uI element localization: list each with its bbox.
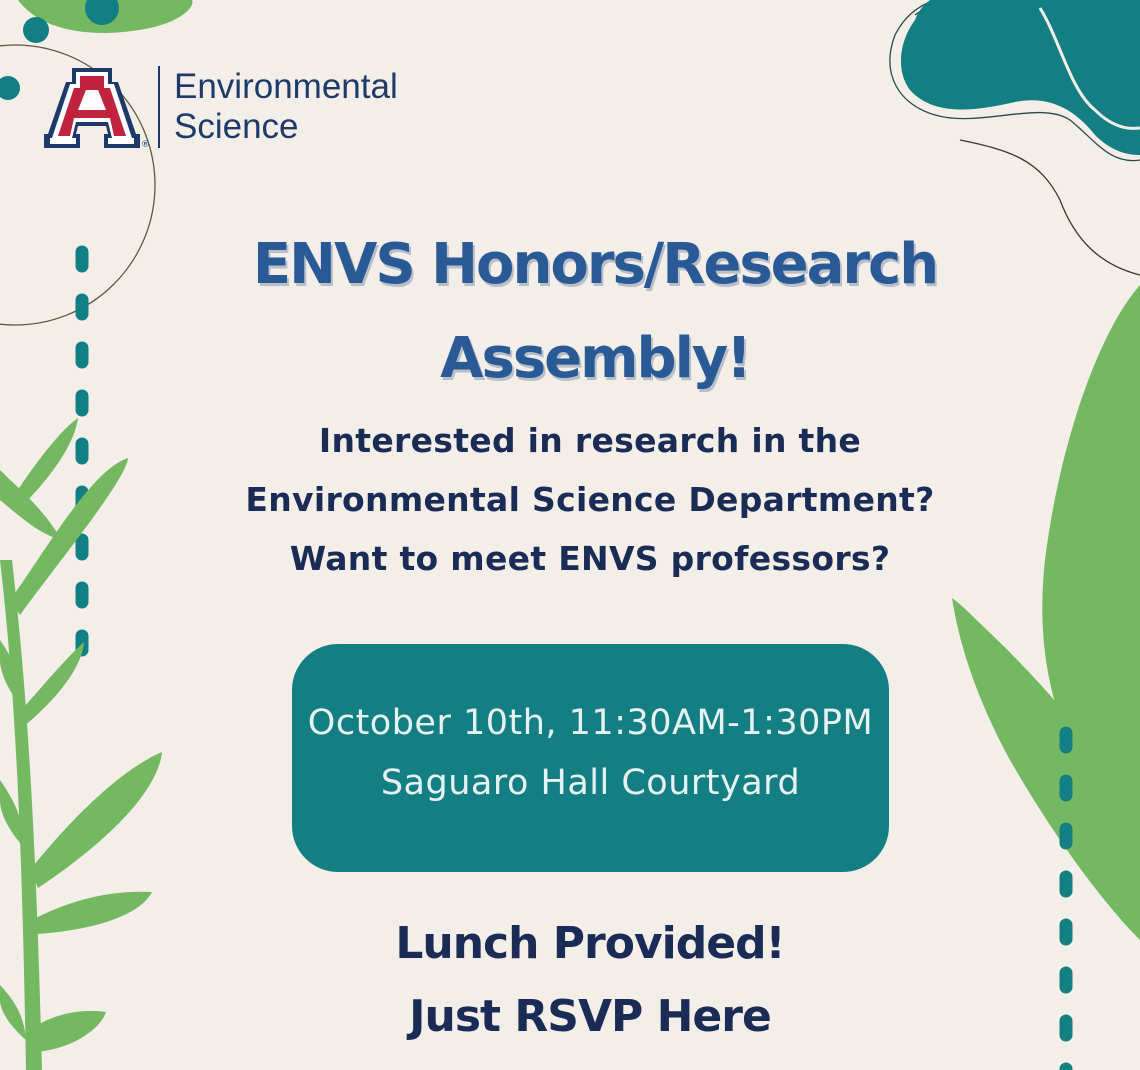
- question-line-3: Want to meet ENVS professors?: [289, 539, 891, 578]
- title-line-2: Assembly!: [440, 326, 750, 391]
- logo-divider: [158, 66, 160, 148]
- logo-line-1: Environmental: [174, 67, 398, 106]
- title-line-1: ENVS Honors/Research: [252, 232, 938, 297]
- top-left-leaf-decoration: [18, 0, 193, 33]
- event-info-box: [292, 644, 889, 872]
- logo-text: [174, 67, 398, 147]
- event-location: Saguaro Hall Courtyard: [380, 763, 801, 803]
- logo-line-2: Science: [174, 107, 299, 146]
- left-plant-decoration: [0, 418, 162, 1070]
- university-a-logo-icon: [44, 64, 140, 150]
- environmental-science-logo: [44, 64, 398, 150]
- registered-mark: ®: [141, 140, 150, 150]
- lunch-provided-text: Lunch Provided!: [395, 918, 785, 969]
- rsvp-link[interactable]: Just RSVP Here: [409, 991, 771, 1042]
- event-datetime: October 10th, 11:30AM-1:30PM: [307, 703, 874, 743]
- question-line-2: Environmental Science Department?: [245, 480, 935, 519]
- question-line-1: Interested in research in the: [318, 421, 862, 460]
